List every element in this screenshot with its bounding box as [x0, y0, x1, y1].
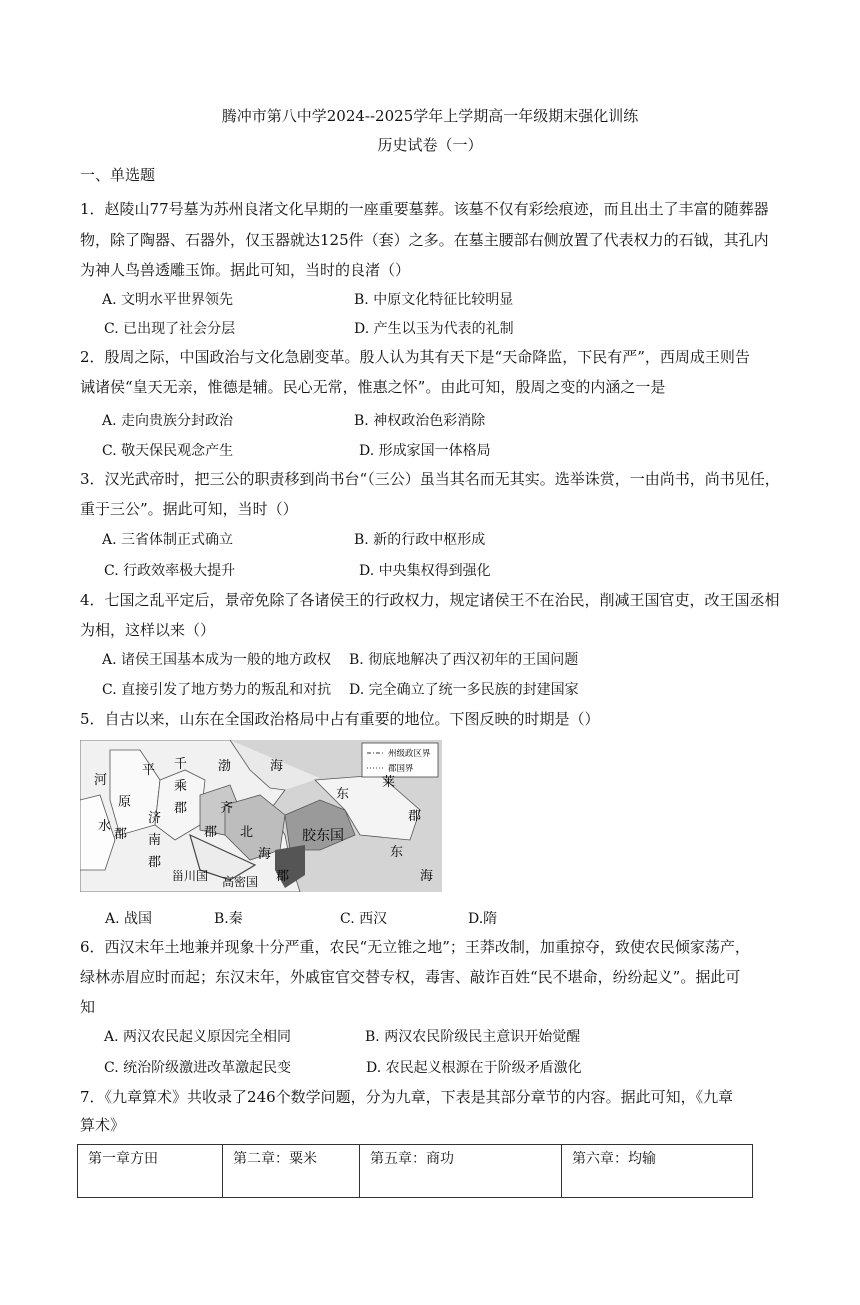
q4-option-b: B. 彻底地解决了西汉初年的王国问题	[349, 652, 579, 668]
table-cell: 第六章：均输	[562, 1145, 753, 1198]
map-label: 千	[174, 757, 188, 772]
q6-option-c: C. 统治阶级激进改革激起民变	[104, 1060, 292, 1076]
map-label: 海	[270, 759, 284, 774]
q2-option-b: B. 神权政治色彩消除	[354, 413, 486, 429]
map-label: 郡	[148, 855, 162, 870]
map-label: 郡	[276, 869, 290, 884]
map-label: 河	[94, 773, 108, 788]
q4-option-c: C. 直接引发了地方势力的叛乱和对抗	[102, 682, 332, 698]
q4-option-a: A. 诸侯王国基本成为一般的地方政权	[102, 652, 332, 668]
question-1-line-2: 物，除了陶器、石器外，仅玉器就达125件（套）之多。在墓主腰部右侧放置了代表权力的石钺，其孔内	[80, 231, 769, 249]
q2-option-a: A. 走向贵族分封政治	[102, 413, 234, 429]
q3-option-c: C. 行政效率极大提升	[104, 563, 236, 579]
map-label: 海	[420, 869, 434, 884]
map-label: 北	[240, 825, 254, 840]
exam-subtitle: 历史试卷（一）	[377, 136, 483, 154]
q1-option-d: D. 产生以玉为代表的礼制	[354, 321, 514, 337]
map-label: 济	[148, 811, 162, 826]
q6-option-a: A. 两汉农民起义原因完全相同	[104, 1029, 292, 1045]
map-label: 南	[148, 833, 162, 848]
q6-option-d: D. 农民起义根源在于阶级矛盾激化	[366, 1060, 582, 1076]
q3-option-a: A. 三省体制正式确立	[102, 532, 234, 548]
q5-option-b: B.秦	[214, 911, 243, 927]
map-label: 齐	[220, 801, 234, 816]
question-4-line-1: 4．七国之乱平定后，景帝免除了各诸侯王的行政权力，规定诸侯王不在治民，削减王国官吏，改王国丞相	[80, 591, 780, 609]
map-label: 郡	[114, 827, 128, 842]
map-label: 胶东国	[302, 828, 344, 844]
q3-option-d: D. 中央集权得到强化	[359, 563, 491, 579]
map-label: 乘	[174, 779, 188, 794]
q4-option-d: D. 完全确立了统一多民族的封建国家	[349, 682, 579, 698]
legend-state-label: 州级政区界	[388, 749, 431, 759]
map-label: 莱	[382, 775, 396, 790]
question-7-line-1: 7．《九章算术》共收录了246个数学问题，分为九章，下表是其部分章节的内容。据此可知，《九章	[80, 1088, 734, 1106]
question-3-line-2: 重于三公”。据此可知，当时（）	[80, 500, 298, 518]
q1-option-c: C. 已出现了社会分层	[104, 321, 236, 337]
q3-option-b: B. 新的行政中枢形成	[354, 532, 486, 548]
question-2-line-2: 诫诸侯“皇天无亲，惟德是辅。民心无常，惟惠之怀”。由此可知，殷周之变的内涵之一是	[80, 378, 666, 396]
map-label: 渤	[218, 759, 232, 774]
table-row	[78, 1145, 753, 1198]
q5-option-a: A. 战国	[105, 911, 153, 927]
question-5-line-1: 5．自古以来，山东在全国政治格局中占有重要的地位。下图反映的时期是（）	[80, 710, 600, 728]
q1-option-a: A. 文明水平世界领先	[102, 292, 234, 308]
q2-option-d: D. 形成家国一体格局	[359, 443, 491, 459]
question-7-line-2: 算术》	[80, 1116, 126, 1134]
question-6-line-1: 6．西汉末年土地兼并现象十分严重，农民“无立锥之地”；王莽改制，加重掠夺，致使农民倾家荡产，	[80, 938, 750, 956]
map-label: 东	[390, 845, 404, 860]
q6-option-b: B. 两汉农民阶级民主意识开始觉醒	[365, 1029, 581, 1045]
table-cell: 第一章方田	[78, 1145, 223, 1198]
question-6-line-2: 绿林赤眉应时而起；东汉末年，外戚宦官交替专权，毒害、敲诈百姓“民不堪命，纷纷起义”。据此可	[80, 968, 741, 986]
map-label: 郡	[174, 801, 188, 816]
question-1-line-3: 为神人鸟兽透雕玉饰。据此可知，当时的良渚（）	[80, 261, 411, 279]
section-heading: 一、单选题	[80, 166, 156, 184]
question-6-line-3: 知	[80, 998, 96, 1016]
q5-option-c: C. 西汉	[340, 911, 388, 927]
q5-option-d: D.隋	[468, 911, 498, 927]
question-3-line-1: 3．汉光武帝时，把三公的职责移到尚书台“（三公）虽当其名而无其实。选举诛赏，一由尚书，尚书见任，	[80, 470, 780, 488]
map-label: 东	[336, 787, 350, 802]
shandong-map	[80, 740, 442, 892]
question-4-line-2: 为相，这样以来（）	[80, 621, 216, 639]
q1-option-b: B. 中原文化特征比较明显	[354, 292, 514, 308]
map-label: 海	[258, 847, 272, 862]
map-label: 高密国	[222, 875, 259, 889]
map-label: 水	[98, 819, 112, 834]
table-cell: 第二章：粟米	[223, 1145, 360, 1198]
map-label: 平	[142, 763, 156, 778]
legend-commandery-label: 郡国界	[388, 764, 414, 774]
table-cell: 第五章：商功	[360, 1145, 562, 1198]
map-label: 郡	[408, 809, 422, 824]
question-1-line-1: 1．赵陵山77号墓为苏州良渚文化早期的一座重要墓葬。该墓不仅有彩绘痕迹，而且出土了丰富的随葬器	[80, 200, 769, 218]
map-label: 原	[118, 795, 132, 810]
exam-title: 腾冲市第八中学2024--2025学年上学期高一年级期末强化训练	[221, 107, 639, 125]
question-2-line-1: 2．殷周之际，中国政治与文化急剧变革。殷人认为其有天下是“天命降监，下民有严”，西周成王则告	[80, 348, 750, 366]
chapter-table	[77, 1144, 753, 1198]
map-label: 郡	[204, 825, 218, 840]
q2-option-c: C. 敬天保民观念产生	[102, 443, 234, 459]
map-label: 甾川国	[172, 869, 209, 883]
